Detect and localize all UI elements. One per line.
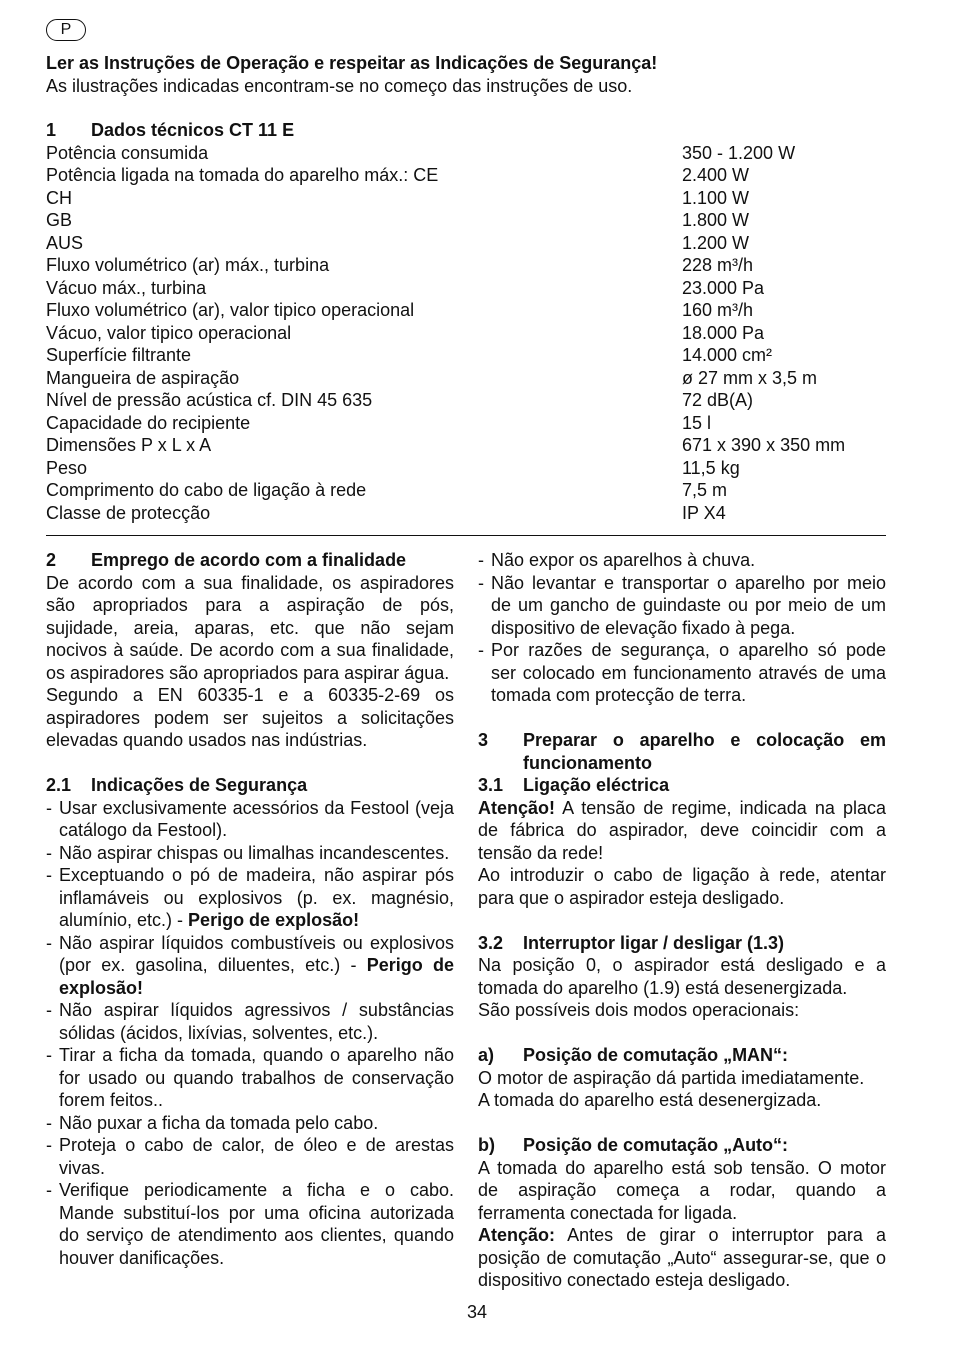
- intro: [46, 52, 906, 97]
- spec-value: 7,5 m: [682, 480, 728, 500]
- section-title: Indicações de Segurança: [91, 775, 308, 795]
- section-number: 2.1: [46, 775, 72, 795]
- spec-label: Vácuo, valor tipico operacional: [46, 322, 292, 343]
- spec-label: Capacidade do recipiente: [46, 412, 251, 433]
- spec-row: [46, 299, 896, 322]
- safety-item: - Proteja o cabo de calor, de óleo e de arestas vivas.: [46, 1134, 454, 1179]
- mode-man-paragraph: O motor de aspiração dá partida imediatamente.: [478, 1067, 865, 1088]
- spec-row: [46, 209, 896, 232]
- spec-label: Comprimento do cabo de ligação à rede: [46, 480, 367, 500]
- spec-value: 11,5 kg: [682, 457, 740, 478]
- spec-label: Potência consumida: [46, 142, 209, 163]
- section-3-2-paragraph: São possíveis dois modos operacionais:: [478, 1000, 800, 1020]
- spec-label: Fluxo volumétrico (ar), valor tipico operacional: [46, 300, 415, 320]
- language-badge: P: [46, 19, 86, 41]
- divider: [46, 535, 886, 536]
- spec-label: GB: [46, 210, 73, 230]
- tech-section: [46, 119, 896, 524]
- spec-row: [46, 457, 896, 480]
- safety-item: - Exceptuando o pó de madeira, não aspirar pós inflamáveis ou explosivos (p. ex. magnésio, alumínio, etc.) - Perigo de explosão!: [46, 864, 454, 932]
- section-3-1-paragraph: Atenção! A tensão de regime, indicada na placa de fábrica do aspirador, deve coincidir com a tensão da rede!: [478, 797, 886, 863]
- spec-label: Fluxo volumétrico (ar) máx., turbina: [46, 255, 330, 275]
- spec-label: Peso: [46, 457, 88, 478]
- spec-row: [46, 434, 896, 457]
- safety-item: - Por razões de segurança, o aparelho só pode ser colocado em funcionamento através de uma tomada com protecção de terra.: [478, 639, 886, 707]
- section-number: b): [478, 1135, 495, 1155]
- section-3-1-heading: [478, 774, 886, 797]
- section-2-1-heading: [46, 774, 454, 797]
- mode-auto-paragraph: Atenção: Antes de girar o interruptor para a posição de comutação „Auto“ assegurar-se, que o dispositivo conectado esteja desligado.: [478, 1225, 886, 1290]
- section-2-paragraph: De acordo com a sua finalidade, os aspiradores são apropriados para a aspiração de pós, sujidade, areia, aparas, etc. que não sejam nocivos à saúde. De acordo com a sua finalidade, os aspiradores são apropriados para aspirar água.: [46, 572, 454, 683]
- spec-label: Vácuo máx., turbina: [46, 277, 207, 298]
- safety-item: - Não expor os aparelhos à chuva.: [478, 549, 886, 572]
- safety-item: - Tirar a ficha da tomada, quando o aparelho não for usado ou quando trabalhos de conservação forem feitos..: [46, 1044, 454, 1112]
- section-title: Emprego de acordo com a finalidade: [91, 550, 407, 570]
- right-column: [478, 549, 886, 1292]
- section-3-2-heading: [478, 932, 886, 955]
- spec-value: 160 m³/h: [682, 300, 754, 320]
- left-column: [46, 549, 454, 1269]
- spec-label: Classe de protecção: [46, 502, 211, 523]
- spec-label: CH: [46, 187, 72, 208]
- spec-row: [46, 187, 896, 210]
- spec-label: Superfície filtrante: [46, 345, 192, 365]
- mode-auto-paragraph: A tomada do aparelho está sob tensão. O motor de aspiração começa a rodar, quando a ferramenta conectada for ligada.: [478, 1157, 886, 1223]
- section-2-heading: [46, 549, 454, 572]
- spec-value: 1.800 W: [682, 210, 750, 230]
- section-title: Posição de comutação „Auto“:: [523, 1135, 789, 1155]
- spec-value: ø 27 mm x 3,5 m: [682, 367, 818, 388]
- safety-item: - Não aspirar chispas ou limalhas incandescentes.: [46, 842, 454, 865]
- spec-value: 18.000 Pa: [682, 322, 765, 343]
- spec-row: [46, 412, 896, 435]
- spec-row: [46, 254, 896, 277]
- spec-value: IP X4: [682, 502, 726, 523]
- spec-row: [46, 232, 896, 255]
- spec-value: 1.200 W: [682, 232, 750, 253]
- section-3-1-paragraph: Ao introduzir o cabo de ligação à rede, atentar para que o aspirador esteja desligado.: [478, 865, 886, 908]
- section-title: Ligação eléctrica: [523, 775, 670, 795]
- section-number: 3.2: [478, 932, 504, 953]
- section-3-heading: [478, 729, 886, 774]
- section-number: 3: [478, 730, 489, 750]
- section-2-paragraph: Segundo a EN 60335-1 e a 60335-2-69 os aspiradores podem ser sujeitos a solicitações elevadas quando usados nas indústrias.: [46, 685, 454, 750]
- safety-item: - Não aspirar líquidos agressivos / substâncias sólidas (ácidos, lixívias, solventes, etc.).: [46, 999, 454, 1044]
- spec-value: 15 l: [682, 412, 712, 433]
- spec-row: [46, 502, 896, 525]
- spec-row: [46, 479, 896, 502]
- section-title: Preparar o aparelho e colocação em funcionamento: [523, 730, 886, 773]
- spec-label: Mangueira de aspiração: [46, 367, 240, 388]
- mode-auto-heading: [478, 1134, 886, 1157]
- spec-value: 671 x 390 x 350 mm: [682, 435, 846, 455]
- tech-heading: [46, 119, 896, 142]
- section-3-2-paragraph: Na posição 0, o aspirador está desligado e a tomada do aparelho (1.9) está desenergizada.: [478, 955, 886, 998]
- spec-value: 23.000 Pa: [682, 277, 765, 298]
- spec-value: 14.000 cm²: [682, 345, 773, 365]
- mode-man-paragraph: A tomada do aparelho está desenergizada.: [478, 1090, 822, 1110]
- spec-row: [46, 389, 896, 412]
- safety-item: - Não puxar a ficha da tomada pelo cabo.: [46, 1112, 454, 1135]
- spec-value: 350 - 1.200 W: [682, 142, 796, 163]
- section-number: 2: [46, 550, 57, 570]
- spec-row: [46, 367, 896, 390]
- intro-note: As ilustrações indicadas encontram-se no começo das instruções de uso.: [46, 75, 633, 96]
- spec-table: [46, 142, 896, 525]
- spec-label: Nível de pressão acústica cf. DIN 45 635: [46, 390, 373, 410]
- section-number: 3.1: [478, 775, 504, 795]
- spec-value: 72 dB(A): [682, 390, 754, 410]
- spec-label: AUS: [46, 232, 84, 253]
- spec-label: Potência ligada na tomada do aparelho máx.: CE: [46, 165, 439, 185]
- safety-item: - Não aspirar líquidos combustíveis ou explosivos (por ex. gasolina, diluentes, etc.) - Perigo de explosão!: [46, 932, 454, 1000]
- section-title: Interruptor ligar / desligar (1.3): [523, 932, 785, 953]
- page-number: 34: [466, 1302, 488, 1322]
- spec-row: [46, 142, 896, 165]
- spec-value: 2.400 W: [682, 165, 750, 185]
- spec-value: 1.100 W: [682, 187, 750, 208]
- safety-item: - Não levantar e transportar o aparelho por meio de um gancho de guindaste ou por meio de um dispositivo de elevação fixado à pega.: [478, 572, 886, 640]
- safety-item: - Usar exclusivamente acessórios da Festool (veja catálogo da Festool).: [46, 797, 454, 842]
- spec-value: 228 m³/h: [682, 255, 754, 275]
- section-title: Posição de comutação „MAN“:: [523, 1045, 789, 1065]
- spec-label: Dimensões P x L x A: [46, 435, 212, 455]
- section-number: a): [478, 1045, 495, 1065]
- safety-item: - Verifique periodicamente a ficha e o cabo. Mande substituí-los por uma oficina autorizada do serviço de atendimento aos clientes, quando houver danificações.: [46, 1179, 454, 1269]
- spec-row: [46, 277, 896, 300]
- tech-heading-title: Dados técnicos CT 11 E: [91, 120, 295, 140]
- intro-warning: Ler as Instruções de Operação e respeitar as Indicações de Segurança!: [46, 53, 658, 73]
- tech-heading-number: 1: [46, 120, 57, 140]
- mode-man-heading: [478, 1044, 886, 1067]
- spec-row: [46, 164, 896, 187]
- spec-row: [46, 344, 896, 367]
- spec-row: [46, 322, 896, 345]
